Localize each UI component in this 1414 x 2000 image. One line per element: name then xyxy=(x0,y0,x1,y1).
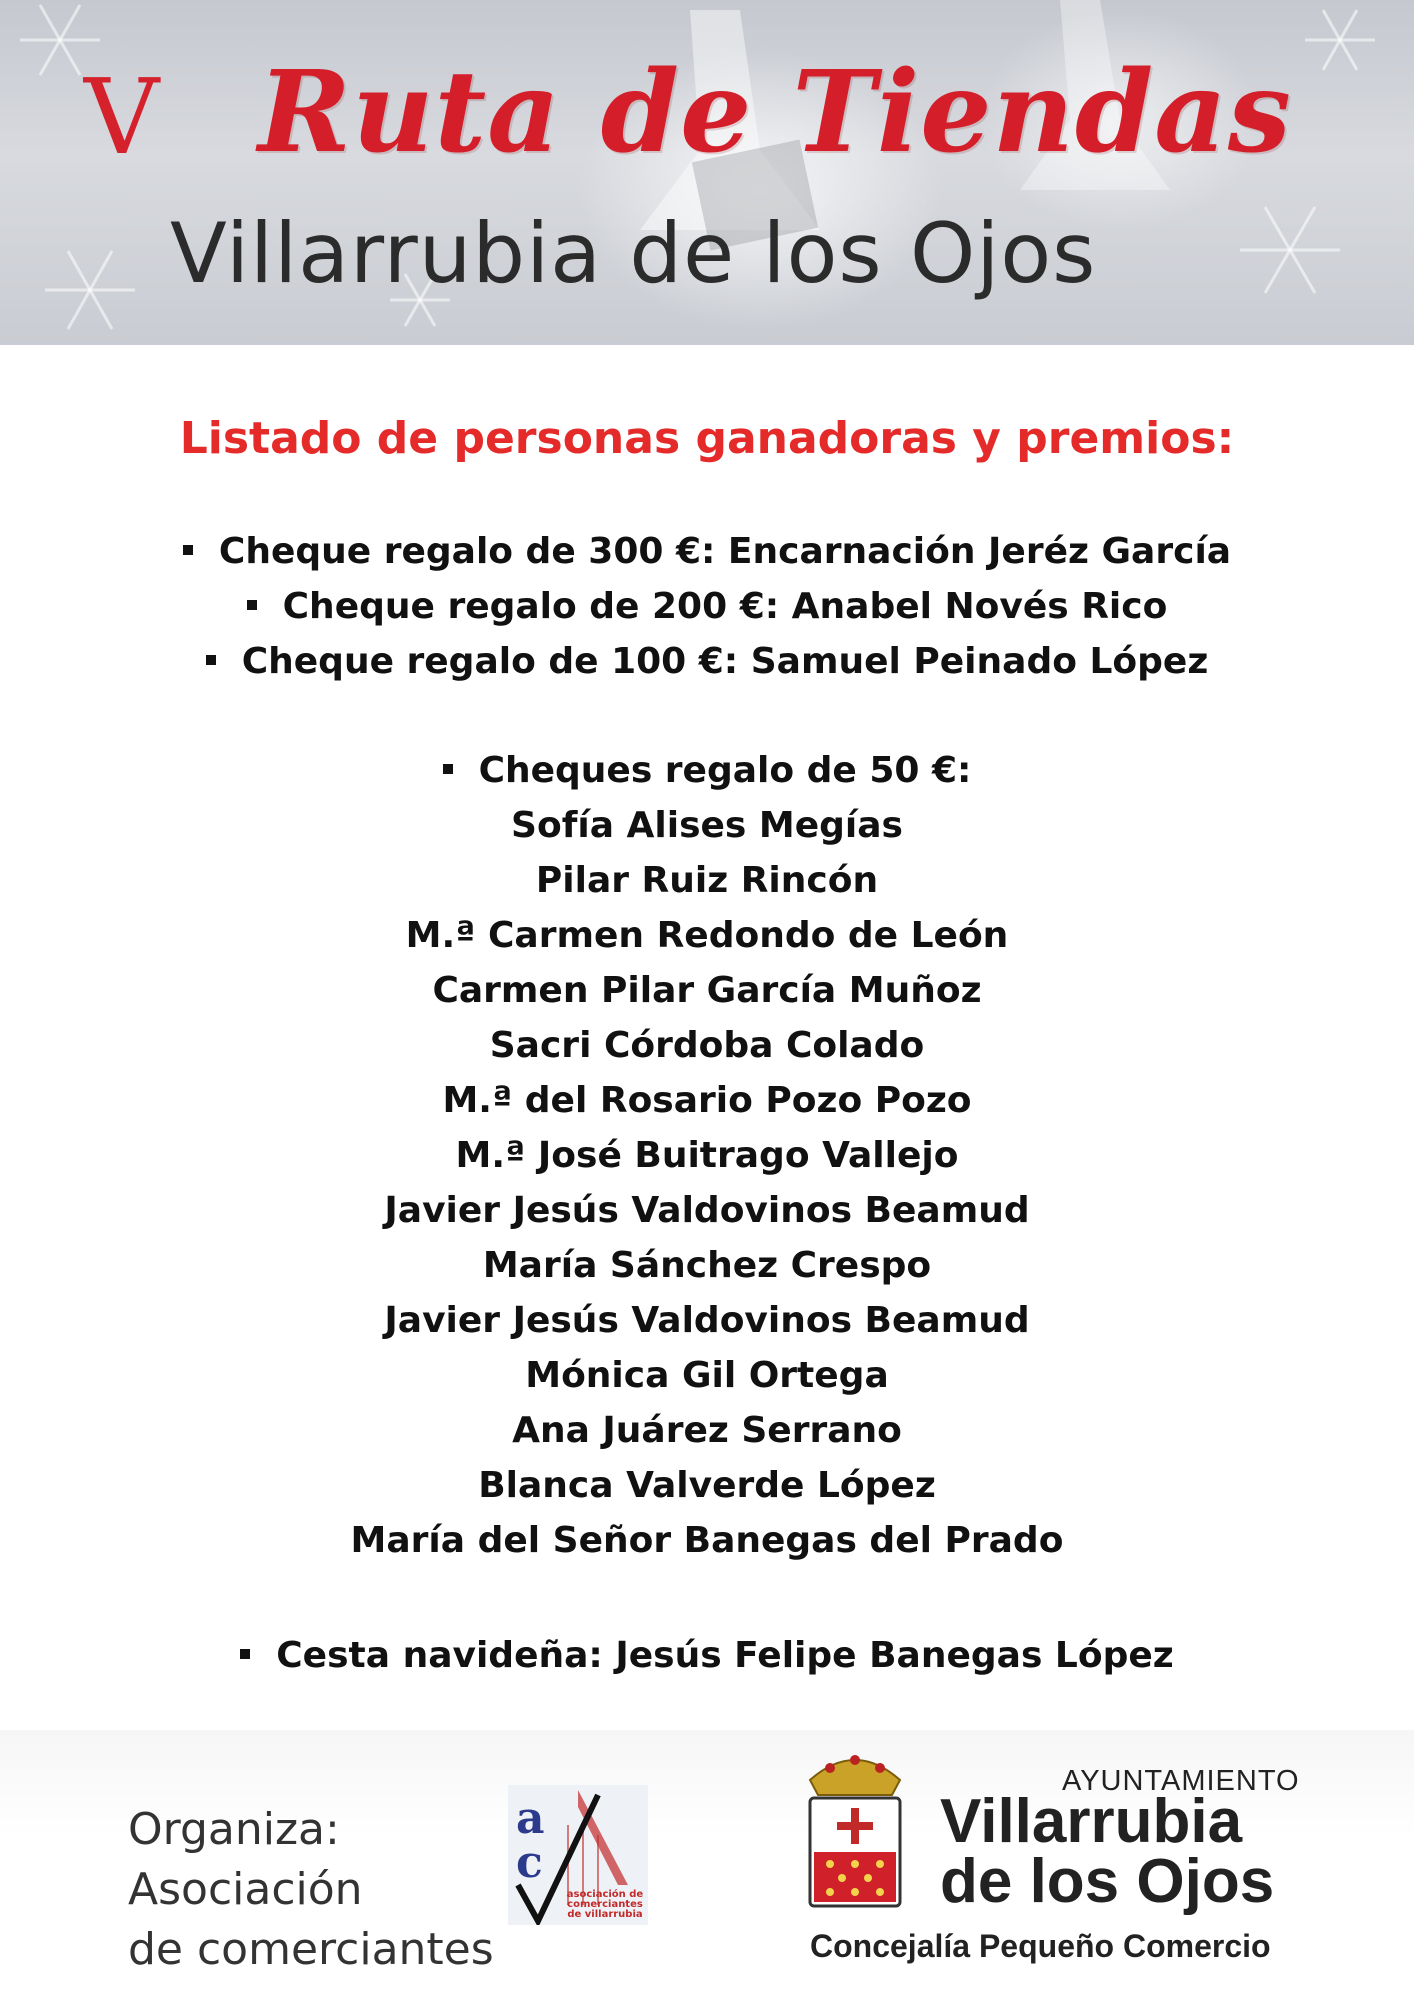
acv-caption: asociación de comerciantes de villarrubia xyxy=(566,1889,644,1920)
organizer-text xyxy=(128,1800,494,1980)
prize-text: Cheque regalo de 300 €: Encarnación Jeréz García xyxy=(218,531,1232,572)
winner-name: Javier Jesús Valdovinos Beamud xyxy=(384,1300,1030,1341)
list-heading xyxy=(0,743,1414,798)
edition-numeral: V xyxy=(84,56,160,178)
winner-name: Mónica Gil Ortega xyxy=(525,1355,889,1396)
winner-name: Pilar Ruiz Rincón xyxy=(535,860,879,901)
winner-name: Javier Jesús Valdovinos Beamud xyxy=(384,1190,1030,1231)
basket-prize xyxy=(0,1628,1414,1683)
municipality-name xyxy=(940,1787,1275,1916)
department-name: Concejalía Pequeño Comercio xyxy=(810,1928,1271,1964)
bullet-icon xyxy=(206,655,216,665)
event-subtitle: Villarrubia de los Ojos xyxy=(170,205,1097,302)
list-item xyxy=(0,634,1414,689)
prize-text: Cheque regalo de 200 €: Anabel Novés Rico xyxy=(282,586,1168,627)
winner-name: María del Señor Banegas del Prado xyxy=(350,1520,1064,1561)
prize-text: Cheque regalo de 100 €: Samuel Peinado López xyxy=(241,641,1209,682)
winner-name: M.ª José Buitrago Vallejo xyxy=(455,1135,959,1176)
bullet-icon xyxy=(247,600,257,610)
winner-name: María Sánchez Crespo xyxy=(482,1245,932,1286)
municipality-line: Villarrubia xyxy=(940,1787,1243,1856)
organizer-line: de comerciantes xyxy=(128,1924,494,1975)
winner-name: Sofía Alises Megías xyxy=(511,805,903,846)
winners-heading: Listado de personas ganadoras y premios: xyxy=(179,413,1235,464)
prize-category: Cheques regalo de 50 €: xyxy=(478,750,972,791)
event-title: Ruta de Tiendas xyxy=(258,47,1292,178)
list-item xyxy=(0,1628,1414,1683)
fifty-prizes-list xyxy=(0,743,1414,1568)
winner-name: Ana Juárez Serrano xyxy=(512,1410,902,1451)
top-prizes-list xyxy=(0,524,1414,689)
list-item xyxy=(0,524,1414,579)
winner-name: Blanca Valverde López xyxy=(478,1465,936,1506)
winner-name: M.ª del Rosario Pozo Pozo xyxy=(442,1080,972,1121)
municipal-crest-icon xyxy=(800,1740,910,1910)
organizer-line: Asociación xyxy=(128,1864,363,1915)
bullet-icon xyxy=(240,1649,250,1659)
footer xyxy=(0,1730,1414,2000)
header-banner xyxy=(0,0,1414,345)
winner-name: M.ª Carmen Redondo de León xyxy=(405,915,1009,956)
municipality-line: de los Ojos xyxy=(940,1847,1275,1916)
bullet-icon xyxy=(183,545,193,555)
svg-text:a: a xyxy=(516,1793,545,1844)
prize-text: Cesta navideña: Jesús Felipe Banegas López xyxy=(276,1635,1174,1676)
bullet-icon xyxy=(443,764,453,774)
ayuntamiento-label: AYUNTAMIENTO xyxy=(1062,1765,1300,1797)
organizer-line: Organiza: xyxy=(128,1804,340,1855)
svg-text:c: c xyxy=(516,1837,543,1888)
list-item xyxy=(0,579,1414,634)
winner-name: Sacri Córdoba Colado xyxy=(489,1025,925,1066)
winner-name: Carmen Pilar García Muñoz xyxy=(432,970,982,1011)
